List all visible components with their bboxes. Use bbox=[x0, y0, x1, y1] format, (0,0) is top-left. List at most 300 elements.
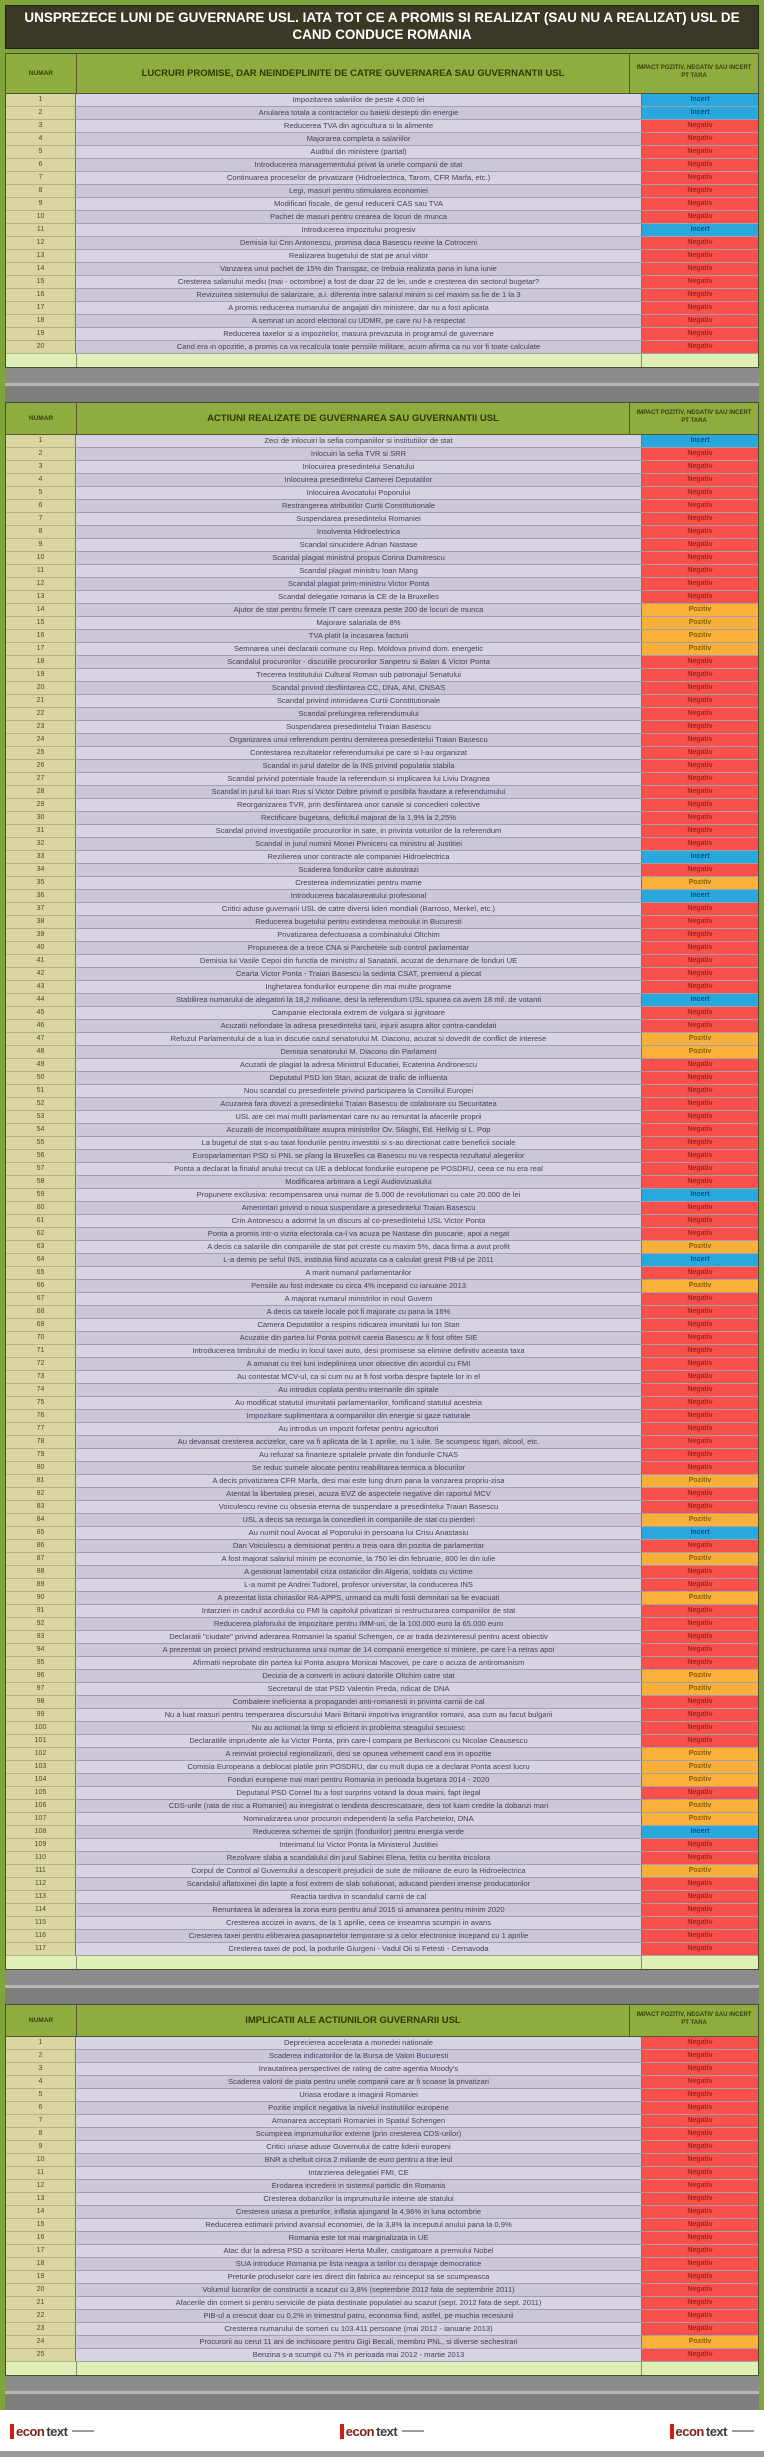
table-row bbox=[6, 1488, 758, 1501]
row-text: Inghetarea fondurilor europene din mai multe programe bbox=[76, 981, 642, 993]
table-row bbox=[6, 341, 758, 354]
row-text: Au numit noul Avocat al Poporului in persoana lui Crisu Anastasiu bbox=[76, 1527, 642, 1539]
row-text: Nou scandal cu presedintele privind participarea la Consiliul Europei bbox=[76, 1085, 642, 1097]
table-row bbox=[6, 2167, 758, 2180]
impact-badge: Negativ bbox=[642, 2310, 758, 2322]
gap-text-cell bbox=[77, 354, 642, 367]
table-row bbox=[6, 656, 758, 669]
table-row bbox=[6, 786, 758, 799]
impact-badge: Negativ bbox=[642, 237, 758, 249]
row-number: 7 bbox=[6, 172, 76, 185]
table-row bbox=[6, 1644, 758, 1657]
impact-badge: Pozitiv bbox=[642, 1033, 758, 1045]
row-number: 111 bbox=[6, 1865, 76, 1878]
row-number: 4 bbox=[6, 133, 76, 146]
row-text: Impozitarea salariilor de peste 4.000 lei bbox=[76, 94, 642, 106]
impact-badge: Incert bbox=[642, 94, 758, 106]
table-row bbox=[6, 2349, 758, 2362]
row-number: 3 bbox=[6, 120, 76, 133]
impact-badge: Pozitiv bbox=[642, 617, 758, 629]
row-text: Nu au actionat la timp si eficient in problema steagului secuiesc bbox=[76, 1722, 642, 1734]
impact-badge: Negativ bbox=[642, 1488, 758, 1500]
row-number: 18 bbox=[6, 2258, 76, 2271]
table-row bbox=[6, 328, 758, 341]
row-number: 13 bbox=[6, 591, 76, 604]
row-text: A semnat un acord electoral cu UDMR, pe care nu l-a respectat bbox=[76, 315, 642, 327]
row-number: 96 bbox=[6, 1670, 76, 1683]
impact-badge: Negativ bbox=[642, 968, 758, 980]
table-row bbox=[6, 2258, 758, 2271]
table-row bbox=[6, 513, 758, 526]
impact-badge: Negativ bbox=[642, 2245, 758, 2257]
row-number: 20 bbox=[6, 2284, 76, 2297]
row-text: Inlocuirea presedintelui Camerei Deputatilor bbox=[76, 474, 642, 486]
row-text: A fost majorat salariul minim pe economie, la 750 lei din februarie, 800 lei din iulie bbox=[76, 1553, 642, 1565]
row-number: 5 bbox=[6, 2089, 76, 2102]
table-row bbox=[6, 942, 758, 955]
table-row bbox=[6, 1345, 758, 1358]
row-text: Stabilirea numarului de alegatori la 18,2 milioane, desi la referendum USL spunea ca avem 18 mil. de votanti bbox=[76, 994, 642, 1006]
impact-badge: Negativ bbox=[642, 2297, 758, 2309]
row-number: 66 bbox=[6, 1280, 76, 1293]
row-text: Uriasa erodare a imaginii Romaniei bbox=[76, 2089, 642, 2101]
section-divider bbox=[5, 2376, 759, 2410]
table-row bbox=[6, 1787, 758, 1800]
table-row bbox=[6, 669, 758, 682]
impact-badge: Negativ bbox=[642, 133, 758, 145]
row-number: 17 bbox=[6, 302, 76, 315]
table-row bbox=[6, 1943, 758, 1956]
impact-badge: Negativ bbox=[642, 1943, 758, 1955]
column-header-numar: NUMAR bbox=[6, 2005, 77, 2036]
row-text: Cresterea dobanzilor la imprumuturile interne ale statului bbox=[76, 2193, 642, 2205]
impact-badge: Negativ bbox=[642, 2050, 758, 2062]
impact-badge: Negativ bbox=[642, 708, 758, 720]
row-text: Benzina s-a scumpit cu 7% in perioada mai 2012 - martie 2013 bbox=[76, 2349, 642, 2361]
table-row bbox=[6, 1605, 758, 1618]
impact-badge: Negativ bbox=[642, 1020, 758, 1032]
row-number: 85 bbox=[6, 1527, 76, 1540]
row-text: Interimatul lui Victor Ponta la Ministerul Justitiei bbox=[76, 1839, 642, 1851]
row-number: 47 bbox=[6, 1033, 76, 1046]
table-row bbox=[6, 2102, 758, 2115]
row-number: 72 bbox=[6, 1358, 76, 1371]
table-row bbox=[6, 474, 758, 487]
impact-badge: Negativ bbox=[642, 146, 758, 158]
row-text: Declaratiile imprudente ale lui Victor Ponta, prin care-l compara pe Berlusconi cu Nicolae Ceausescu bbox=[76, 1735, 642, 1747]
impact-badge: Negativ bbox=[642, 825, 758, 837]
page-title: UNSPREZECE LUNI DE GUVERNARE USL. IATA TOT CE A PROMIS SI REALIZAT (SAU NU A REALIZAT) USL DE CAND CONDUCE ROMANIA bbox=[5, 5, 759, 49]
impact-badge: Negativ bbox=[642, 929, 758, 941]
row-text: Critici uriase aduse Guvernului de catre liderii europeni bbox=[76, 2141, 642, 2153]
row-text: Voiculescu revine cu obsesia eterna de suspendare a presedintelui Traian Basescu bbox=[76, 1501, 642, 1513]
table-row bbox=[6, 2115, 758, 2128]
table-title: IMPLICATII ALE ACTIUNILOR GUVERNARII USL bbox=[77, 2005, 630, 2036]
table-row bbox=[6, 315, 758, 328]
row-text: Demisia lui Crin Antonescu, promisa daca Basescu revine la Cotroceni bbox=[76, 237, 642, 249]
row-number: 98 bbox=[6, 1696, 76, 1709]
row-number: 74 bbox=[6, 1384, 76, 1397]
row-number: 79 bbox=[6, 1449, 76, 1462]
impact-badge: Pozitiv bbox=[642, 1475, 758, 1487]
row-number: 84 bbox=[6, 1514, 76, 1527]
divider-top bbox=[5, 2376, 759, 2391]
row-text: Insolventa Hidroelectrica bbox=[76, 526, 642, 538]
row-text: A gestionat lamentabil criza ostaticilor din Algeria, soldata cu victime bbox=[76, 1566, 642, 1578]
table-row bbox=[6, 1267, 758, 1280]
impact-badge: Negativ bbox=[642, 578, 758, 590]
row-text: La bugetul de stat s-au taiat fondurile pentru investitii si s-au directionat catre beneficii sociale bbox=[76, 1137, 642, 1149]
row-number: 70 bbox=[6, 1332, 76, 1345]
row-number: 12 bbox=[6, 578, 76, 591]
row-text: Erodarea increderii in sistemul partidic din Romania bbox=[76, 2180, 642, 2192]
row-text: SUA introduce Romania pe lista neagra a tarilor cu derapaje democratice bbox=[76, 2258, 642, 2270]
impact-badge: Negativ bbox=[642, 1878, 758, 1890]
impact-badge: Negativ bbox=[642, 786, 758, 798]
table-row bbox=[6, 1826, 758, 1839]
row-text: Demisia lui Vasile Cepoi din functia de ministru al Sanatatii, acuzat de deturnare de fonduri UE bbox=[76, 955, 642, 967]
row-text: Inlocuirea presedintelui Senatului bbox=[76, 461, 642, 473]
row-text: Cresterea taxei pentru eliberarea pasapoartelor temporare si a celor electronice incepand cu 1 aprilie bbox=[76, 1930, 642, 1942]
impact-badge: Negativ bbox=[642, 903, 758, 915]
table-header-row bbox=[6, 2005, 758, 2037]
table-row bbox=[6, 578, 758, 591]
logo-text-label: text bbox=[376, 2423, 398, 2439]
table-row bbox=[6, 1059, 758, 1072]
table-row bbox=[6, 864, 758, 877]
impact-badge: Negativ bbox=[642, 2206, 758, 2218]
table-row bbox=[6, 929, 758, 942]
impact-badge: Negativ bbox=[642, 1917, 758, 1929]
impact-badge: Negativ bbox=[642, 315, 758, 327]
table-row bbox=[6, 1774, 758, 1787]
row-number: 15 bbox=[6, 617, 76, 630]
row-number: 91 bbox=[6, 1605, 76, 1618]
table-section-1 bbox=[5, 53, 759, 354]
impact-badge: Negativ bbox=[642, 838, 758, 850]
table-header-row bbox=[6, 403, 758, 435]
impact-badge: Incert bbox=[642, 107, 758, 119]
row-text: Acuzarea fara dovezi a presedintelui Traian Basescu de colaborare cu Securitatea bbox=[76, 1098, 642, 1110]
table-row bbox=[6, 1722, 758, 1735]
table-row bbox=[6, 1553, 758, 1566]
row-number: 34 bbox=[6, 864, 76, 877]
table-row bbox=[6, 760, 758, 773]
row-number: 81 bbox=[6, 1475, 76, 1488]
table-row bbox=[6, 172, 758, 185]
row-number: 101 bbox=[6, 1735, 76, 1748]
row-number: 73 bbox=[6, 1371, 76, 1384]
table-row bbox=[6, 1839, 758, 1852]
row-text: Reducerea estimarii privind avansul economiei, de la 3,8% la inceputul anului pana la 0,9% bbox=[76, 2219, 642, 2231]
table-row bbox=[6, 877, 758, 890]
table-row bbox=[6, 682, 758, 695]
table-row bbox=[6, 1215, 758, 1228]
impact-badge: Negativ bbox=[642, 1891, 758, 1903]
row-text: USL a decis sa recurga la concedieri in companiile de stat cu pierderi bbox=[76, 1514, 642, 1526]
table-row bbox=[6, 1527, 758, 1540]
table-row bbox=[6, 185, 758, 198]
row-text: Reducerea taxelor si a impozitelor, masura prevazuta in programul de guvernare bbox=[76, 328, 642, 340]
impact-badge: Negativ bbox=[642, 1631, 758, 1643]
tables bbox=[5, 53, 759, 2410]
row-text: Scandalul aflatoxinei din lapte a fost extrem de slab solutionat, aducand pierderi imense producatorilor bbox=[76, 1878, 642, 1890]
table-row bbox=[6, 539, 758, 552]
table-row bbox=[6, 1254, 758, 1267]
table-row bbox=[6, 211, 758, 224]
table-row bbox=[6, 487, 758, 500]
row-number: 31 bbox=[6, 825, 76, 838]
row-number: 112 bbox=[6, 1878, 76, 1891]
row-number: 22 bbox=[6, 708, 76, 721]
section-divider bbox=[5, 368, 759, 402]
row-text: A decis ca taxele locale pot fi majorate cu pana la 16% bbox=[76, 1306, 642, 1318]
impact-badge: Negativ bbox=[642, 198, 758, 210]
table-row bbox=[6, 1397, 758, 1410]
row-number: 77 bbox=[6, 1423, 76, 1436]
impact-badge: Negativ bbox=[642, 1605, 758, 1617]
row-text: Vanzarea unui pachet de 15% din Transgaz, ce trebuia realizata pana in luna iunie bbox=[76, 263, 642, 275]
impact-badge: Negativ bbox=[642, 448, 758, 460]
table-row bbox=[6, 708, 758, 721]
row-number: 51 bbox=[6, 1085, 76, 1098]
row-text: L-a numit pe Andrei Tudorel, profesor universitar, la conducerea INS bbox=[76, 1579, 642, 1591]
row-text: Nominalizarea unor procurori independenti la sefia Parchetelor, DNA bbox=[76, 1813, 642, 1825]
impact-badge: Negativ bbox=[642, 1345, 758, 1357]
row-number: 24 bbox=[6, 734, 76, 747]
impact-badge: Negativ bbox=[642, 2323, 758, 2335]
impact-badge: Negativ bbox=[642, 2128, 758, 2140]
gap-text-cell bbox=[77, 2362, 642, 2375]
table-row bbox=[6, 1917, 758, 1930]
table-row bbox=[6, 1020, 758, 1033]
impact-badge: Negativ bbox=[642, 1410, 758, 1422]
table-row bbox=[6, 1072, 758, 1085]
row-text: Semnarea unei declaratii comune cu Rep. Moldova privind dom. energetic bbox=[76, 643, 642, 655]
bottom-strip bbox=[0, 2451, 764, 2457]
impact-badge: Negativ bbox=[642, 2154, 758, 2166]
table-row bbox=[6, 916, 758, 929]
table-row bbox=[6, 2180, 758, 2193]
table-row bbox=[6, 1007, 758, 1020]
row-text: Fonduri europene mai mari pentru Romania in perioada bugetara 2014 - 2020 bbox=[76, 1774, 642, 1786]
row-number: 46 bbox=[6, 1020, 76, 1033]
row-text: Scandal privind investigatiile procurorilor in sate, in privinta voturilor de la referendum bbox=[76, 825, 642, 837]
impact-badge: Negativ bbox=[642, 1436, 758, 1448]
impact-badge: Negativ bbox=[642, 513, 758, 525]
row-text: Combatere ineficienta a propagandei anti-romanesti in privinta carnii de cal bbox=[76, 1696, 642, 1708]
row-text: Procurorii au cerut 11 ani de inchisoare pentru Gigi Becali, membru PNL, si diverse sechestrari bbox=[76, 2336, 642, 2348]
row-number: 6 bbox=[6, 2102, 76, 2115]
impact-badge: Negativ bbox=[642, 2180, 758, 2192]
row-text: CDS-urile (rata de risc a Romaniei) au inregistrat o tendinta descrescatoare, desi tot luam credite la dobanzi mari bbox=[76, 1800, 642, 1812]
impact-badge: Pozitiv bbox=[642, 1748, 758, 1760]
row-number: 3 bbox=[6, 461, 76, 474]
impact-badge: Negativ bbox=[642, 1358, 758, 1370]
row-number: 83 bbox=[6, 1501, 76, 1514]
impact-badge: Negativ bbox=[642, 474, 758, 486]
row-text: Scandal sinucidere Adrian Nastase bbox=[76, 539, 642, 551]
row-number: 53 bbox=[6, 1111, 76, 1124]
impact-badge: Negativ bbox=[642, 2167, 758, 2179]
row-text: Majorarea completa a salariilor bbox=[76, 133, 642, 145]
impact-badge: Negativ bbox=[642, 1930, 758, 1942]
row-number: 8 bbox=[6, 2128, 76, 2141]
row-number: 65 bbox=[6, 1267, 76, 1280]
row-text: Volumul lucrarilor de constructii a scazut cu 3,8% (septembrie 2012 fata de septembrie 2011) bbox=[76, 2284, 642, 2296]
impact-badge: Pozitiv bbox=[642, 1800, 758, 1812]
impact-badge: Negativ bbox=[642, 682, 758, 694]
row-number: 94 bbox=[6, 1644, 76, 1657]
row-number: 26 bbox=[6, 760, 76, 773]
impact-badge: Negativ bbox=[642, 760, 758, 772]
row-text: Zeci de inlocuiri la sefia companiilor si institutiilor de stat bbox=[76, 435, 642, 447]
row-number: 102 bbox=[6, 1748, 76, 1761]
table-row bbox=[6, 146, 758, 159]
column-header-numar: NUMAR bbox=[6, 54, 77, 93]
row-number: 49 bbox=[6, 1059, 76, 1072]
impact-badge: Pozitiv bbox=[642, 1813, 758, 1825]
row-text: Cresterea taxei de pod, la podurile Giurgeni - Vadul Oii si Fetesti - Cernavoda bbox=[76, 1943, 642, 1955]
table-row bbox=[6, 851, 758, 864]
row-number: 7 bbox=[6, 2115, 76, 2128]
impact-badge: Pozitiv bbox=[642, 1761, 758, 1773]
table-row bbox=[6, 1670, 758, 1683]
row-text: Scumpirea imprumuturilor externe (prin cresterea CDS-urilor) bbox=[76, 2128, 642, 2140]
row-number: 14 bbox=[6, 2206, 76, 2219]
row-text: Impozitare suplimentara a companiilor din energie si gaze naturale bbox=[76, 1410, 642, 1422]
table-row bbox=[6, 1579, 758, 1592]
row-text: Scaderea valorii de piata pentru unele companii care ar fi scoase la privatizari bbox=[76, 2076, 642, 2088]
impact-badge: Negativ bbox=[642, 565, 758, 577]
row-number: 68 bbox=[6, 1306, 76, 1319]
row-text: Scandal in jurul numirii Monei Pivniceru ca ministru al Justitiei bbox=[76, 838, 642, 850]
table-header-row bbox=[6, 54, 758, 94]
impact-badge: Pozitiv bbox=[642, 877, 758, 889]
row-text: Refuzul Parlamentului de a lua in discutie cazul senatorului M. Diaconu, acuzat si dovedit de conflict de interese bbox=[76, 1033, 642, 1045]
table-row bbox=[6, 2050, 758, 2063]
row-number: 64 bbox=[6, 1254, 76, 1267]
table-row bbox=[6, 1878, 758, 1891]
impact-badge: Negativ bbox=[642, 1007, 758, 1019]
impact-badge: Negativ bbox=[642, 1709, 758, 1721]
table-row bbox=[6, 1306, 758, 1319]
row-text: Au introdus un impozit forfetar pentru agricultori bbox=[76, 1423, 642, 1435]
row-text: Acuzatii nefondate la adresa presedintelui tarii, injurii asupra altor contra-candidati bbox=[76, 1020, 642, 1032]
gap-num-cell bbox=[6, 354, 77, 367]
impact-badge: Negativ bbox=[642, 2193, 758, 2205]
row-text: Decizia de a converti in actiuni datoriile Oltchim catre stat bbox=[76, 1670, 642, 1682]
row-number: 1 bbox=[6, 2037, 76, 2050]
impact-badge: Negativ bbox=[642, 1501, 758, 1513]
row-number: 104 bbox=[6, 1774, 76, 1787]
impact-badge: Negativ bbox=[642, 1098, 758, 1110]
impact-badge: Negativ bbox=[642, 172, 758, 184]
row-text: Acuzatie din partea lui Ponta potrivit careia Basescu ar fi fost ofiter SIE bbox=[76, 1332, 642, 1344]
table-row bbox=[6, 955, 758, 968]
row-text: Cresterea uriasa a preturilor, inflatia ajungand la 4,96% in luna octombrie bbox=[76, 2206, 642, 2218]
row-text: Scandal plagiat ministrul propus Corina Dumitrescu bbox=[76, 552, 642, 564]
table-row bbox=[6, 1852, 758, 1865]
impact-badge: Negativ bbox=[642, 2349, 758, 2361]
divider-bottom bbox=[5, 2394, 759, 2410]
row-number: 15 bbox=[6, 2219, 76, 2232]
row-text: Cresterea salariului mediu (mai - octombrie) a fost de doar 22 de lei, unde e cresterea din sectorul bugetar? bbox=[76, 276, 642, 288]
table-row bbox=[6, 968, 758, 981]
table-row bbox=[6, 2271, 758, 2284]
row-text: Suspendarea presedintelui Romaniei bbox=[76, 513, 642, 525]
row-text: A decis privatizarea CFR Marfa, desi mai este lung drum pana la vanzarea propriu-zisa bbox=[76, 1475, 642, 1487]
row-text: Campanie electorala extrem de vulgara si jignitoare bbox=[76, 1007, 642, 1019]
row-text: Au devansat cresterea accizelor, care va fi aplicata de la 1 aprilie, nu 1 iulie. Se scumpesc tigari, alcool, etc. bbox=[76, 1436, 642, 1448]
row-text: Atentat la libertatea presei, acuza EVZ de aspectele negative din raportul MCV bbox=[76, 1488, 642, 1500]
row-text: Reducerea schemei de sprijin (fondurilor) pentru energia verde bbox=[76, 1826, 642, 1838]
table-row bbox=[6, 825, 758, 838]
row-number: 9 bbox=[6, 539, 76, 552]
table-row bbox=[6, 302, 758, 315]
row-text: Amenintari privind o noua suspendare a presedintelui Traian Basescu bbox=[76, 1202, 642, 1214]
row-number: 11 bbox=[6, 224, 76, 237]
econtext-logo bbox=[10, 2424, 94, 2439]
table-row bbox=[6, 1800, 758, 1813]
row-text: Scandal plagiat ministru Ioan Mang bbox=[76, 565, 642, 577]
row-text: Scandal delegatie romana la CE de la Bruxelles bbox=[76, 591, 642, 603]
impact-badge: Negativ bbox=[642, 2089, 758, 2101]
row-text: PIB-ul a crescut doar cu 0,2% in trimestrul patru, economia fiind, astfel, pe muchia recesiunii bbox=[76, 2310, 642, 2322]
row-text: Camera Deputatilor a respins ridicarea imunitatii lui Ion Stan bbox=[76, 1319, 642, 1331]
logo-dash-icon bbox=[732, 2430, 754, 2432]
row-number: 14 bbox=[6, 263, 76, 276]
row-number: 20 bbox=[6, 682, 76, 695]
row-number: 12 bbox=[6, 237, 76, 250]
impact-badge: Negativ bbox=[642, 1579, 758, 1591]
row-number: 3 bbox=[6, 2063, 76, 2076]
table-row bbox=[6, 1293, 758, 1306]
row-number: 23 bbox=[6, 2323, 76, 2336]
table-row bbox=[6, 2154, 758, 2167]
table-row bbox=[6, 1657, 758, 1670]
impact-badge: Negativ bbox=[642, 263, 758, 275]
impact-badge: Negativ bbox=[642, 2115, 758, 2127]
row-number: 24 bbox=[6, 2336, 76, 2349]
table-row bbox=[6, 1683, 758, 1696]
impact-badge: Negativ bbox=[642, 120, 758, 132]
impact-badge: Negativ bbox=[642, 1449, 758, 1461]
impact-badge: Negativ bbox=[642, 1852, 758, 1864]
row-number: 103 bbox=[6, 1761, 76, 1774]
impact-badge: Negativ bbox=[642, 500, 758, 512]
row-number: 17 bbox=[6, 643, 76, 656]
row-text: Deputatul PSD Ion Stan, acuzat de trafic de influenta bbox=[76, 1072, 642, 1084]
impact-badge: Negativ bbox=[642, 1228, 758, 1240]
row-text: Introducerea managementului privat la unele companii de stat bbox=[76, 159, 642, 171]
row-number: 16 bbox=[6, 289, 76, 302]
row-number: 62 bbox=[6, 1228, 76, 1241]
impact-badge: Negativ bbox=[642, 773, 758, 785]
row-text: Modificari fiscale, de genul reducerii CAS sau TVA bbox=[76, 198, 642, 210]
column-header-impact: IMPACT POZITIV, NEGATIV SAU INCERT PT TARA bbox=[636, 2012, 752, 2027]
row-number: 113 bbox=[6, 1891, 76, 1904]
row-text: Afirmatii neprobate din partea lui Ponta asupra Monicai Macovei, pe care o acuza de antiromanism bbox=[76, 1657, 642, 1669]
footer bbox=[0, 2410, 764, 2451]
impact-badge: Negativ bbox=[642, 916, 758, 928]
impact-badge: Pozitiv bbox=[642, 643, 758, 655]
econtext-logo bbox=[670, 2424, 754, 2439]
row-number: 36 bbox=[6, 890, 76, 903]
row-text: L-a demis pe seful INS, institutia fiind acuzata ca a calculat gresit PIB-ul pe 2011 bbox=[76, 1254, 642, 1266]
row-text: Scaderea fondurilor catre autostrazi bbox=[76, 864, 642, 876]
row-number: 21 bbox=[6, 695, 76, 708]
